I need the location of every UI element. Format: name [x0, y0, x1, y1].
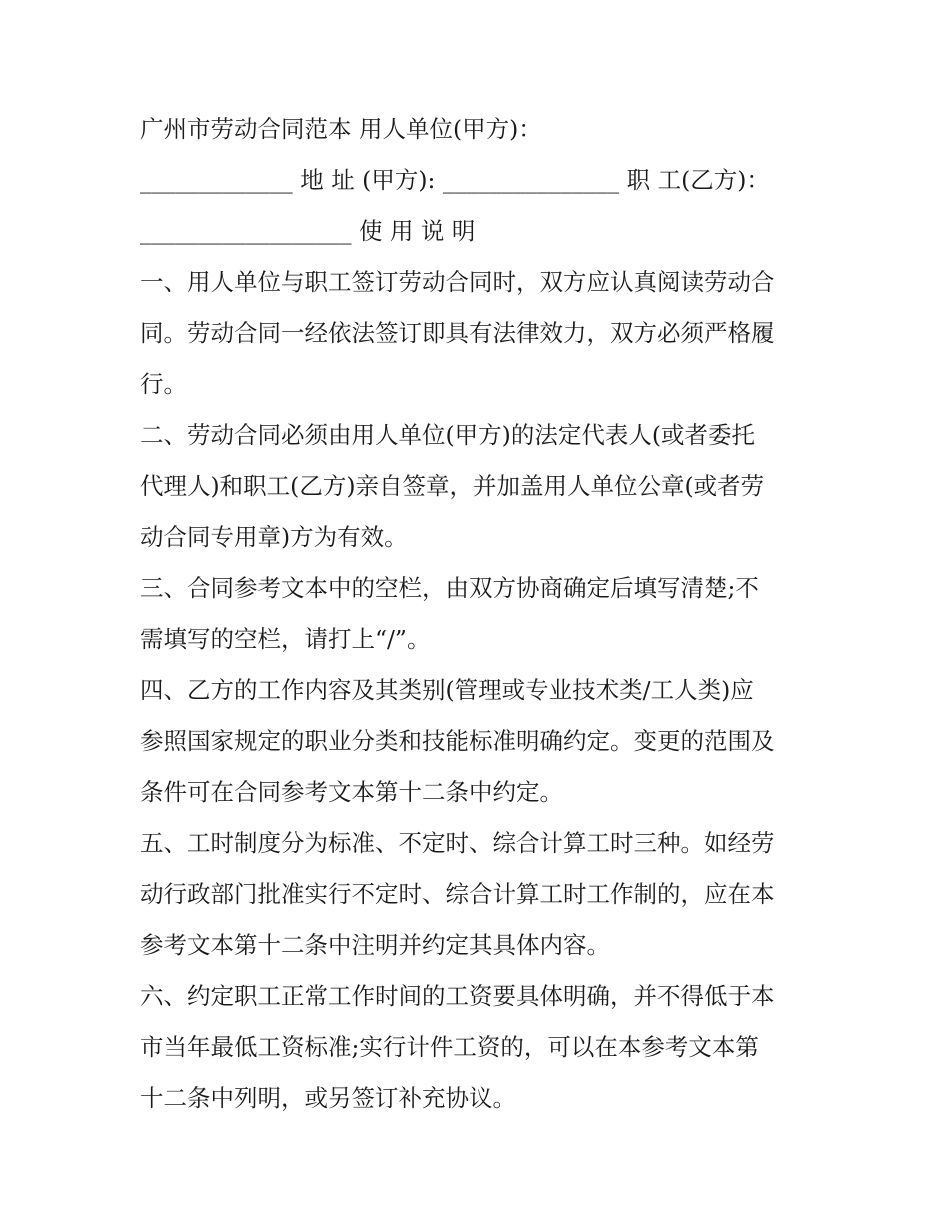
paragraph-line: 条件可在合同参考文本第十二条中约定。 [140, 778, 563, 806]
paragraph-line: 行。 [140, 370, 187, 398]
paragraph-2 [140, 410, 820, 563]
paragraph-line: 四、乙方的工作内容及其类别(管理或专业技术类/工人类)应 [140, 676, 754, 704]
paragraph-line: 参考文本第十二条中注明并约定其具体内容。 [140, 931, 610, 959]
paragraph-line: 一、用人单位与职工签订劳动合同时，双方应认真阅读劳动合 [140, 268, 775, 296]
paragraph-6 [140, 971, 820, 1124]
header-line-1: 广州市劳动合同范本 用人单位(甲方)： [140, 115, 542, 143]
paragraph-line: 同。劳动合同一经依法签订即具有法律效力，双方必须严格履 [140, 319, 775, 347]
paragraph-line: 三、合同参考文本中的空栏，由双方协商确定后填写清楚;不 [140, 574, 759, 602]
paragraph-1 [140, 257, 820, 410]
paragraph-line: 五、工时制度分为标准、不定时、综合计算工时三种。如经劳 [140, 829, 775, 857]
paragraph-3 [140, 563, 820, 665]
header-line-3: __________________ 使 用 说 明 [140, 217, 476, 245]
paragraph-line: 代理人)和职工(乙方)亲自签章，并加盖用人单位公章(或者劳 [140, 472, 765, 500]
paragraph-line: 六、约定职工正常工作时间的工资要具体明确，并不得低于本 [140, 982, 775, 1010]
paragraph-line: 十二条中列明，或另签订补充协议。 [140, 1084, 516, 1112]
paragraph-line: 动行政部门批准实行不定时、综合计算工时工作制的，应在本 [140, 880, 775, 908]
paragraph-line: 动合同专用章)方为有效。 [140, 523, 408, 551]
paragraph-4 [140, 665, 820, 818]
header-line-2: _____________ 地 址 (甲方): _______________ 职 工(乙方)： [140, 166, 770, 194]
paragraph-line: 需填写的空栏，请打上“/”。 [140, 625, 431, 653]
paragraph-5 [140, 818, 820, 971]
paragraph-line: 参照国家规定的职业分类和技能标准明确约定。变更的范围及 [140, 727, 775, 755]
paragraph-line: 市当年最低工资标准;实行计件工资的，可以在本参考文本第 [140, 1033, 759, 1061]
document-page [140, 104, 820, 1124]
paragraph-line: 二、劳动合同必须由用人单位(甲方)的法定代表人(或者委托 [140, 421, 756, 449]
